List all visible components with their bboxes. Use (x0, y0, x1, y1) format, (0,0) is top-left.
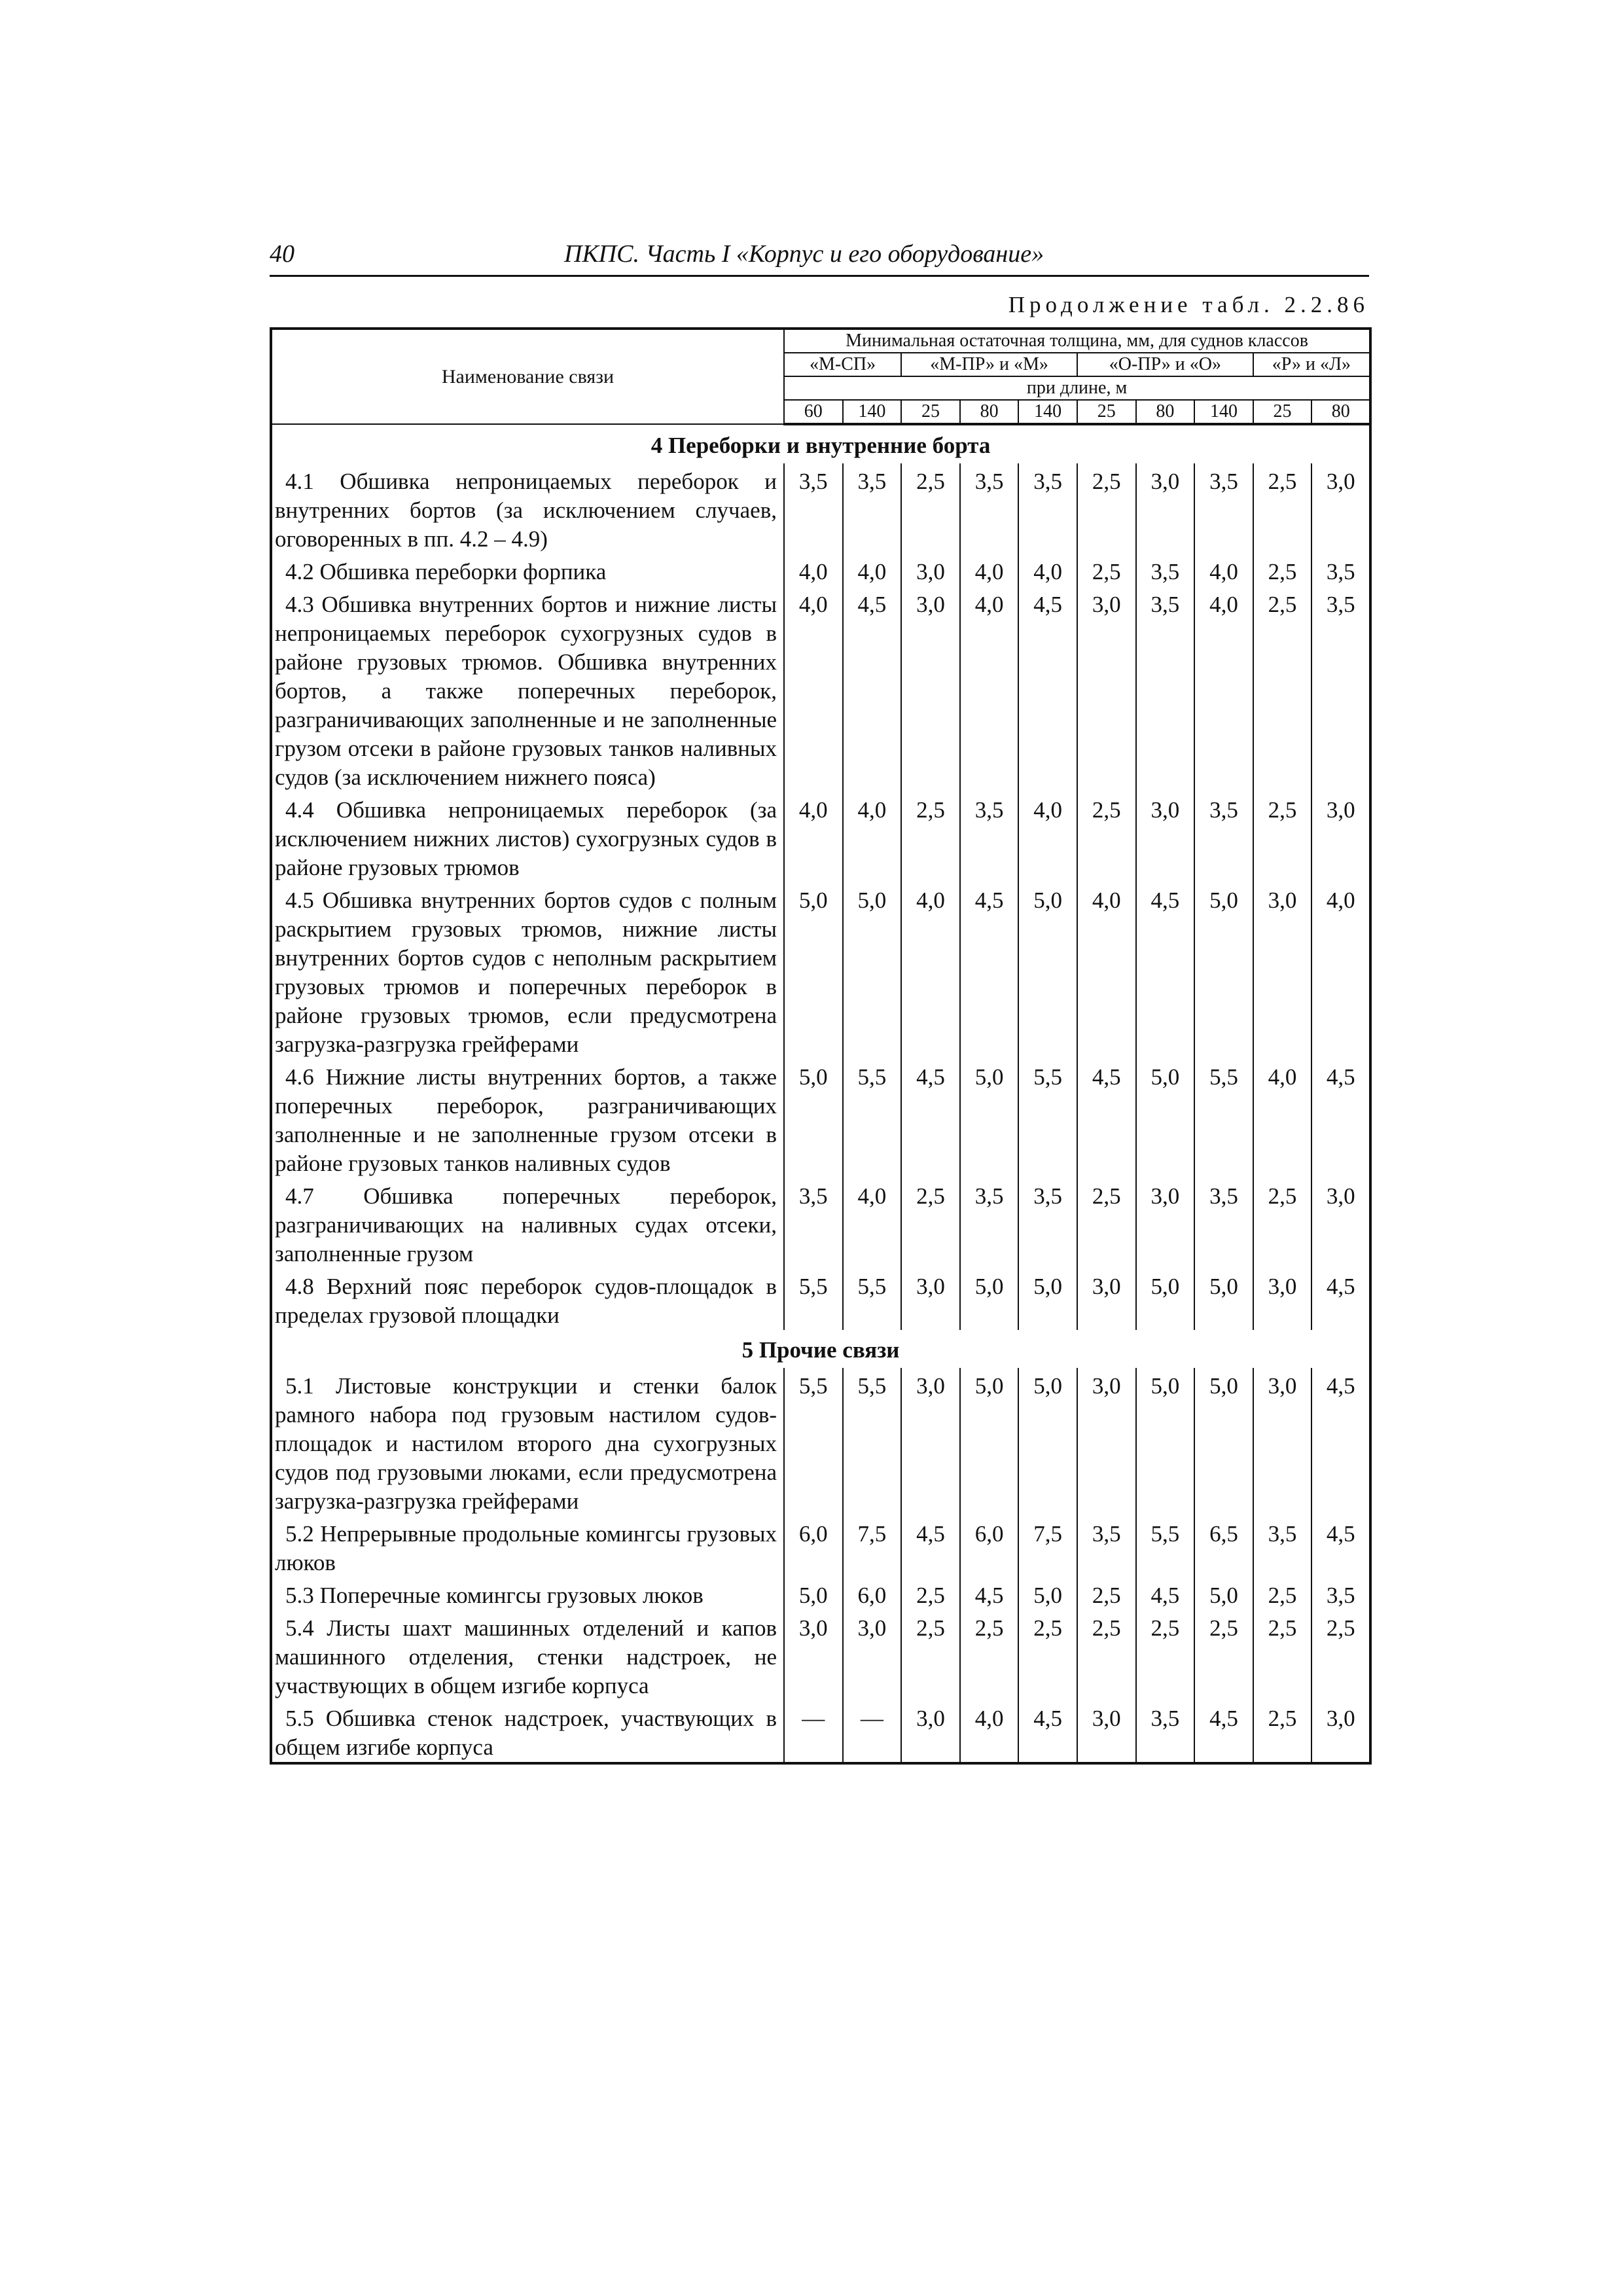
thickness-value: 2,5 (901, 792, 960, 882)
thickness-value: 5,0 (1018, 1268, 1077, 1330)
thickness-value: 5,0 (1194, 882, 1253, 1059)
thickness-value: 2,5 (1018, 1610, 1077, 1700)
thickness-value: 3,5 (960, 1178, 1019, 1268)
thickness-value: 3,0 (1253, 882, 1312, 1059)
thickness-value: 4,5 (1018, 1700, 1077, 1763)
table-row (271, 882, 1370, 1059)
thickness-value: 5,0 (843, 882, 902, 1059)
thickness-value: 3,0 (901, 1700, 960, 1763)
thickness-value: 2,5 (1311, 1610, 1370, 1700)
thickness-value: 3,5 (784, 1178, 843, 1268)
thickness-value: — (784, 1700, 843, 1763)
thickness-value: 4,0 (1077, 882, 1136, 1059)
thickness-value: 3,0 (1311, 1700, 1370, 1763)
thickness-value: 3,5 (1018, 463, 1077, 554)
thickness-value: 3,5 (1253, 1516, 1312, 1577)
thickness-value: 5,5 (1194, 1059, 1253, 1178)
thickness-value: 2,5 (1077, 554, 1136, 586)
thickness-value: 2,5 (1253, 463, 1312, 554)
thickness-value: 4,0 (784, 792, 843, 882)
thickness-value: 3,0 (901, 586, 960, 792)
thickness-value: 5,5 (843, 1268, 902, 1330)
thickness-value: 3,0 (843, 1610, 902, 1700)
thickness-value: 3,0 (1311, 463, 1370, 554)
thickness-value: 4,0 (843, 1178, 902, 1268)
thickness-value: 4,5 (1311, 1059, 1370, 1178)
length-header-cell: 80 (1136, 400, 1195, 424)
class-header: «Р» и «Л» (1253, 353, 1370, 376)
thickness-value: 3,5 (1136, 1700, 1195, 1763)
thickness-value: 3,5 (1136, 554, 1195, 586)
thickness-value: 2,5 (1253, 1610, 1312, 1700)
page-header (270, 238, 1369, 277)
thickness-value: 4,5 (1311, 1268, 1370, 1330)
thickness-value: 2,5 (1077, 463, 1136, 554)
thickness-value: 2,5 (1253, 554, 1312, 586)
thickness-value: 5,5 (1018, 1059, 1077, 1178)
thickness-value: 2,5 (901, 1610, 960, 1700)
thickness-value: 3,0 (1077, 1700, 1136, 1763)
length-header-cell: 60 (784, 400, 843, 424)
thickness-value: 4,0 (960, 586, 1019, 792)
thickness-value: 3,0 (1136, 463, 1195, 554)
table-row (271, 1268, 1370, 1330)
thickness-value: 3,5 (1077, 1516, 1136, 1577)
length-header-cell: 140 (1194, 400, 1253, 424)
section-row (271, 1330, 1370, 1368)
thickness-value: 2,5 (1077, 792, 1136, 882)
thickness-value: 3,5 (1018, 1178, 1077, 1268)
length-header-cell: 25 (1253, 400, 1312, 424)
thickness-value: 5,0 (1018, 1368, 1077, 1516)
element-name: 5.4 Листы шахт машинных отделений и капов машинного отделения, стенки надстроек, не участвующих в общем изгибе корпуса (275, 1615, 777, 1698)
length-header-cell: 140 (1018, 400, 1077, 424)
thickness-value: 4,0 (1194, 554, 1253, 586)
thickness-value: 4,5 (1311, 1516, 1370, 1577)
thickness-value: 5,0 (960, 1268, 1019, 1330)
name-column-header: Наименование связи (271, 329, 784, 424)
thickness-value: 4,0 (843, 554, 902, 586)
element-name: 4.5 Обшивка внутренних бортов судов с полным раскрытием грузовых трюмов, нижние листы внутренних бортов судов с неполным раскрытием грузовых трюмов и поперечных переборок в районе грузовых трюмов, если предусмотрена загрузка-разгрузка грейферами (275, 888, 777, 1057)
element-name: 4.4 Обшивка непроницаемых переборок (за исключением нижних листов) сухогрузных судов в районе грузовых трюмов (275, 797, 777, 880)
thickness-value: 3,5 (1311, 1577, 1370, 1610)
thickness-value: 2,5 (1136, 1610, 1195, 1700)
table-row (271, 554, 1370, 586)
thickness-value: 5,5 (843, 1059, 902, 1178)
thickness-value: 5,0 (1194, 1268, 1253, 1330)
thickness-value: 4,5 (1136, 1577, 1195, 1610)
table-continuation-label: Продолжение табл. 2.2.86 (1008, 292, 1369, 317)
thickness-value: 3,0 (1253, 1368, 1312, 1516)
thickness-value: 4,5 (901, 1516, 960, 1577)
thickness-value: 4,5 (1077, 1059, 1136, 1178)
thickness-value: 2,5 (1253, 1178, 1312, 1268)
thickness-value: 6,0 (960, 1516, 1019, 1577)
thickness-value: 4,0 (784, 586, 843, 792)
thickness-value: 3,0 (1077, 586, 1136, 792)
element-name: 4.8 Верхний пояс переборок судов-площадок в пределах грузовой площадки (275, 1274, 777, 1328)
thickness-value: 2,5 (901, 463, 960, 554)
thickness-value: 3,0 (1136, 1178, 1195, 1268)
table-row (271, 1700, 1370, 1763)
element-name: 5.2 Непрерывные продольные комингсы грузовых люков (275, 1521, 777, 1575)
thickness-value: 5,0 (784, 1059, 843, 1178)
thickness-value: 4,5 (1136, 882, 1195, 1059)
thickness-value: 5,0 (784, 1577, 843, 1610)
thickness-value: 3,0 (1077, 1268, 1136, 1330)
thickness-value: 3,5 (960, 792, 1019, 882)
thickness-value: 4,0 (960, 1700, 1019, 1763)
thickness-value: — (843, 1700, 902, 1763)
thickness-value: 4,0 (1253, 1059, 1312, 1178)
thickness-value: 5,0 (960, 1368, 1019, 1516)
length-header-cell: 80 (1311, 400, 1370, 424)
thickness-value: 2,5 (1077, 1178, 1136, 1268)
section-title: 5 Прочие связи (741, 1337, 900, 1363)
thickness-value: 3,0 (784, 1610, 843, 1700)
thickness-value: 3,0 (1311, 792, 1370, 882)
thickness-value: 5,5 (784, 1268, 843, 1330)
table-row (271, 1516, 1370, 1577)
thickness-value: 6,0 (843, 1577, 902, 1610)
thickness-value: 3,5 (784, 463, 843, 554)
thickness-value: 2,5 (1253, 1700, 1312, 1763)
thickness-value: 2,5 (1253, 586, 1312, 792)
thickness-value: 2,5 (901, 1577, 960, 1610)
element-name: 4.7 Обшивка поперечных переборок, разграничивающих на наливных судах отсеки, заполненные грузом (275, 1183, 777, 1266)
thickness-value: 2,5 (1194, 1610, 1253, 1700)
thickness-value: 2,5 (1253, 792, 1312, 882)
thickness-value: 3,0 (901, 1268, 960, 1330)
thickness-value: 2,5 (1253, 1577, 1312, 1610)
section-title: 4 Переборки и внутренние борта (651, 433, 991, 458)
thickness-value: 5,0 (1194, 1577, 1253, 1610)
thickness-value: 4,5 (960, 1577, 1019, 1610)
thickness-value: 5,0 (784, 882, 843, 1059)
table-row (271, 1059, 1370, 1178)
thickness-value: 3,0 (1136, 792, 1195, 882)
thickness-value: 3,5 (1194, 463, 1253, 554)
thickness-value: 4,0 (1018, 792, 1077, 882)
thickness-value: 3,5 (960, 463, 1019, 554)
element-name: 4.2 Обшивка переборки форпика (285, 559, 607, 584)
element-name: 5.5 Обшивка стенок надстроек, участвующих в общем изгибе корпуса (275, 1706, 777, 1760)
thickness-value: 4,0 (784, 554, 843, 586)
length-header-cell: 25 (1077, 400, 1136, 424)
thickness-value: 3,0 (1311, 1178, 1370, 1268)
table-row (271, 1178, 1370, 1268)
thickness-value: 4,5 (1311, 1368, 1370, 1516)
table-row (271, 463, 1370, 554)
thickness-value: 3,0 (1253, 1268, 1312, 1330)
table-row (271, 586, 1370, 792)
thickness-value: 4,5 (960, 882, 1019, 1059)
length-header-cell: 80 (960, 400, 1019, 424)
table-row (271, 1577, 1370, 1610)
thickness-value: 3,5 (1311, 586, 1370, 792)
thickness-value: 2,5 (901, 1178, 960, 1268)
thickness-value: 7,5 (1018, 1516, 1077, 1577)
thickness-value: 5,0 (1136, 1368, 1195, 1516)
thickness-value: 5,5 (784, 1368, 843, 1516)
thickness-value: 2,5 (1077, 1610, 1136, 1700)
table-row (271, 792, 1370, 882)
length-header-cell: 140 (843, 400, 902, 424)
element-name: 5.1 Листовые конструкции и стенки балок рамного набора под грузовым настилом судов-площадок и настилом второго дна сухогрузных судов под грузовыми люками, если предусмотрена загрузка-разгрузка грейферами (275, 1373, 777, 1514)
thickness-value: 5,0 (1018, 882, 1077, 1059)
thickness-value: 5,0 (960, 1059, 1019, 1178)
thickness-value: 4,0 (1194, 586, 1253, 792)
thickness-value: 4,0 (1311, 882, 1370, 1059)
thickness-value: 5,0 (1136, 1268, 1195, 1330)
thickness-value: 3,5 (843, 463, 902, 554)
table-row (271, 1368, 1370, 1516)
element-name: 4.1 Обшивка непроницаемых переборок и внутренних бортов (за исключением случаев, оговоренных в пп. 4.2 – 4.9) (275, 469, 777, 552)
running-title: ПКПС. Часть I «Корпус и его оборудование» (564, 240, 1044, 268)
thickness-value: 5,0 (1136, 1059, 1195, 1178)
thickness-value: 4,0 (960, 554, 1019, 586)
page-number: 40 (270, 240, 294, 268)
thickness-value: 3,5 (1311, 554, 1370, 586)
thickness-value: 6,5 (1194, 1516, 1253, 1577)
length-header-cell: 25 (901, 400, 960, 424)
thickness-value: 4,0 (901, 882, 960, 1059)
element-name: 4.3 Обшивка внутренних бортов и нижние листы непроницаемых переборок сухогрузных судов в районе грузовых трюмов. Обшивка внутренних бортов, а также поперечных переборок, разграничивающих заполненные и не заполненные грузом отсеки в районе грузовых танков наливных судов (за исключением нижнего пояса) (275, 592, 777, 790)
thickness-value: 2,5 (1077, 1577, 1136, 1610)
thickness-value: 5,0 (1018, 1577, 1077, 1610)
class-header: «М-СП» (784, 353, 901, 376)
thickness-value: 3,0 (1077, 1368, 1136, 1516)
thickness-table (270, 327, 1372, 1765)
thickness-header: Минимальная остаточная толщина, мм, для суднов классов (784, 329, 1370, 353)
table-row (271, 1610, 1370, 1700)
thickness-value: 4,5 (843, 586, 902, 792)
thickness-value: 4,5 (1194, 1700, 1253, 1763)
thickness-value: 3,5 (1136, 586, 1195, 792)
length-header: при длине, м (784, 376, 1370, 400)
thickness-value: 5,0 (1194, 1368, 1253, 1516)
section-row (271, 424, 1370, 463)
thickness-value: 4,0 (843, 792, 902, 882)
class-header: «О-ПР» и «О» (1077, 353, 1253, 376)
thickness-value: 3,5 (1194, 792, 1253, 882)
class-header: «М-ПР» и «М» (901, 353, 1077, 376)
thickness-value: 3,0 (901, 1368, 960, 1516)
thickness-value: 5,5 (843, 1368, 902, 1516)
element-name: 4.6 Нижние листы внутренних бортов, а также поперечных переборок, разграничивающих заполненные и не заполненные грузом отсеки в районе грузовых танков наливных судов (275, 1064, 777, 1176)
thickness-value: 3,5 (1194, 1178, 1253, 1268)
thickness-value: 4,5 (1018, 586, 1077, 792)
thickness-value: 4,0 (1018, 554, 1077, 586)
thickness-value: 6,0 (784, 1516, 843, 1577)
thickness-value: 7,5 (843, 1516, 902, 1577)
thickness-value: 4,5 (901, 1059, 960, 1178)
thickness-value: 3,0 (901, 554, 960, 586)
element-name: 5.3 Поперечные комингсы грузовых люков (285, 1583, 704, 1608)
thickness-value: 2,5 (960, 1610, 1019, 1700)
thickness-value: 5,5 (1136, 1516, 1195, 1577)
